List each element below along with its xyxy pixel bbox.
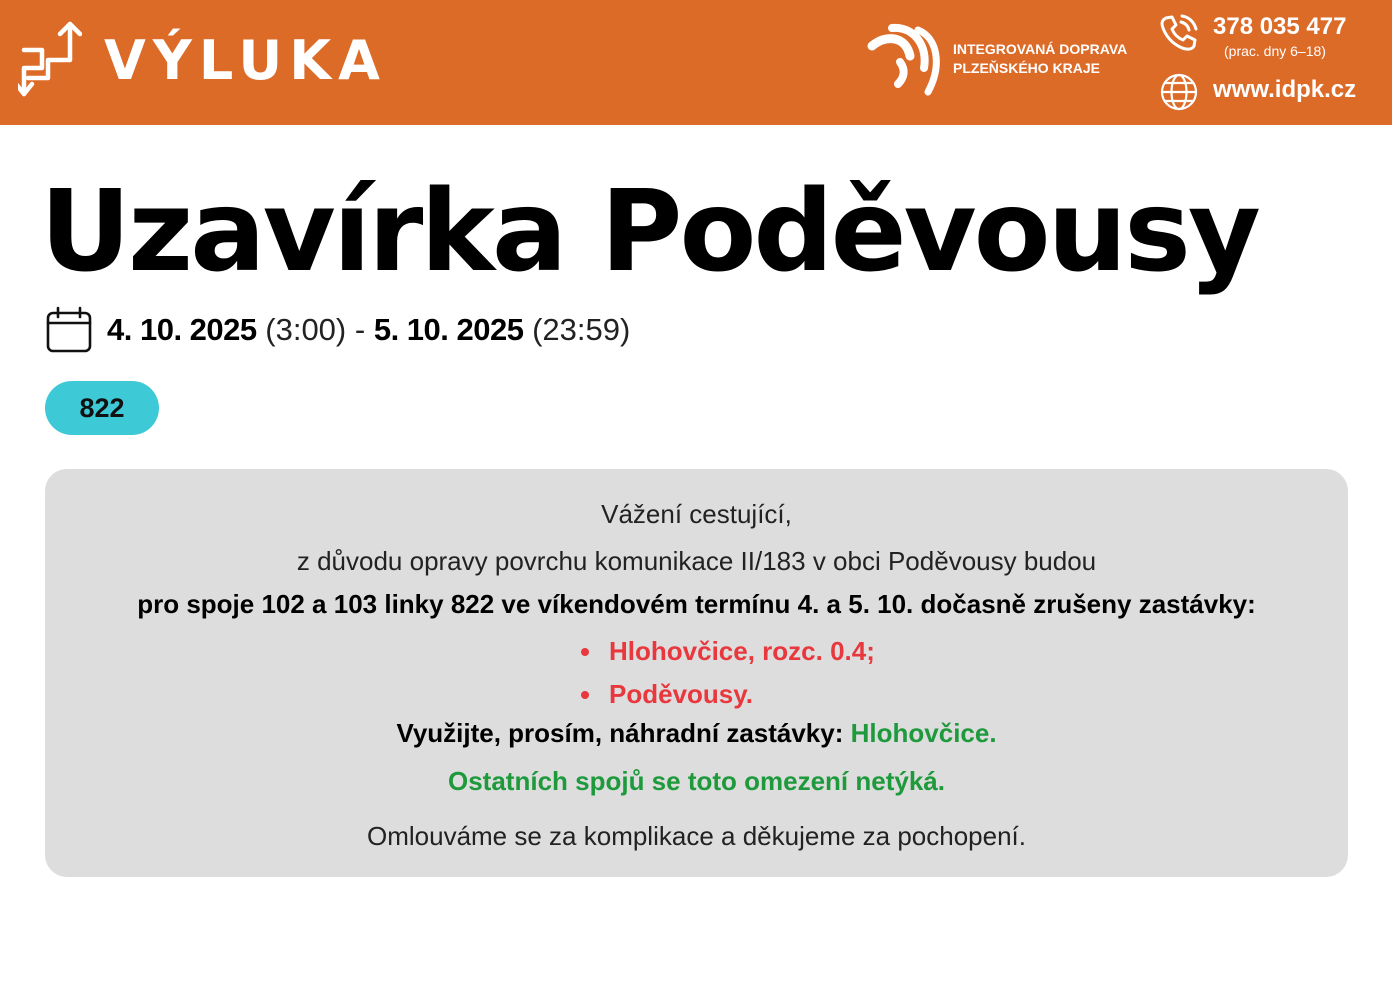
notice-reason: z důvodu opravy povrchu komunikace II/183 v obci Poděvousy budou — [296, 546, 1097, 576]
end-date: 5. 10. 2025 — [373, 312, 524, 347]
date-separator: - — [354, 312, 366, 347]
alternative-stop-line — [45, 716, 1348, 750]
end-time: (23:59) — [532, 312, 631, 347]
notice-affected-services: pro spoje 102 a 103 linky 822 ve víkendovém termínu 4. a 5. 10. dočasně zrušeny zastávky: — [137, 589, 1256, 619]
notice-panel — [45, 469, 1348, 877]
phone-hours: (prac. dny 6–18) — [1224, 43, 1326, 59]
globe-icon — [1159, 72, 1199, 112]
page-title: Uzavírka Poděvousy — [40, 167, 1258, 297]
header-title: VÝLUKA — [104, 29, 387, 92]
date-range — [107, 310, 630, 350]
apology-text: Omlouváme se za komplikace a děkujeme za pochopení. — [366, 821, 1026, 851]
idpk-logo — [866, 22, 942, 98]
website-link[interactable]: www.idpk.cz — [1213, 76, 1357, 103]
organization-name-line2: PLZEŇSKÉHO KRAJE — [953, 60, 1101, 76]
alternative-stop: Hlohovčice. — [850, 718, 997, 748]
phone-number[interactable]: 378 035 477 — [1213, 13, 1347, 40]
cancelled-stop: Hlohovčice, rozc. 0.4; — [577, 630, 875, 673]
cancelled-stop: Poděvousy. — [577, 673, 875, 716]
other-services-note: Ostatních spojů se toto omezení netýká. — [448, 766, 945, 796]
organization-name-line1: INTEGROVANÁ DOPRAVA — [953, 41, 1128, 57]
start-date: 4. 10. 2025 — [107, 312, 257, 347]
calendar-icon — [45, 306, 93, 354]
cancelled-stops-list — [577, 630, 875, 716]
notice-greeting: Vážení cestující, — [601, 499, 792, 529]
organization-name — [953, 40, 1153, 78]
line-number-badge: 822 — [45, 381, 159, 435]
phone-icon[interactable] — [1158, 12, 1200, 54]
header-bar — [0, 0, 1392, 125]
transfer-arrows-icon — [18, 20, 82, 98]
alternative-stop-label: Využijte, prosím, náhradní zastávky: — [396, 718, 844, 748]
start-time: (3:00) — [265, 312, 347, 347]
